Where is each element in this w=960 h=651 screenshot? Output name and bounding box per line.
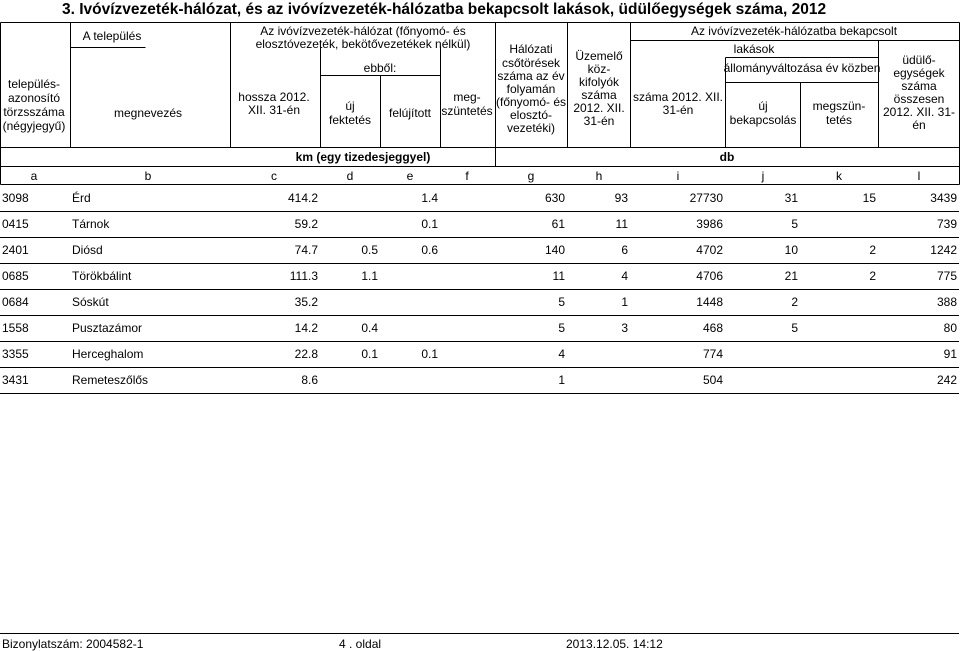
table-row bbox=[0, 341, 959, 367]
cell-c: 59.2 bbox=[230, 211, 320, 237]
cell-a: 0415 bbox=[0, 211, 70, 237]
cell-d: 0.1 bbox=[320, 341, 380, 367]
cell-h bbox=[567, 341, 630, 367]
cell-c: 35.2 bbox=[230, 289, 320, 315]
table-row bbox=[0, 263, 959, 289]
cell-i: 27730 bbox=[630, 185, 725, 211]
cell-e bbox=[380, 367, 440, 393]
header-uj-1: új bbox=[345, 99, 355, 113]
header-uj-2: fektetés bbox=[328, 113, 372, 127]
cell-l: 3439 bbox=[878, 185, 959, 211]
cell-f bbox=[440, 315, 495, 341]
cell-d: 0.5 bbox=[320, 237, 380, 263]
cell-l: 775 bbox=[878, 263, 959, 289]
page-title: 3. Ivóvízvezeték-hálózat, és az ivóvízvezeték-hálózatba bekapcsolt lakások, üdülőegységek száma, 2012 bbox=[62, 1, 827, 18]
cell-a: 3355 bbox=[0, 341, 70, 367]
cell-d bbox=[320, 367, 380, 393]
table-row bbox=[0, 237, 959, 263]
cell-c: 14.2 bbox=[230, 315, 320, 341]
header-megszuntetes2-2: tetés bbox=[825, 113, 853, 127]
cell-g: 11 bbox=[495, 263, 567, 289]
cell-c: 8.6 bbox=[230, 367, 320, 393]
cell-j bbox=[725, 341, 800, 367]
cell-g: 4 bbox=[495, 341, 567, 367]
table-row bbox=[0, 367, 959, 393]
header-csotores-6: elosztó- bbox=[509, 108, 553, 122]
cell-e bbox=[380, 263, 440, 289]
unit-km: km (egy tizedesjeggyel) bbox=[295, 150, 431, 164]
table-row bbox=[0, 185, 959, 211]
header-lakasok: lakások bbox=[733, 42, 775, 56]
cell-f bbox=[440, 263, 495, 289]
cell-g: 61 bbox=[495, 211, 567, 237]
header-csotores-3: száma az év bbox=[497, 69, 565, 83]
cell-e: 1.4 bbox=[380, 185, 440, 211]
header-lakas-szama-1: száma 2012. XII. bbox=[632, 90, 724, 104]
cell-k bbox=[800, 315, 878, 341]
header-udulo-6: én bbox=[912, 118, 926, 132]
header-hossza-2: XII. 31-én bbox=[247, 103, 301, 117]
cell-c: 22.8 bbox=[230, 341, 320, 367]
header-azonosito-1: település- bbox=[7, 77, 61, 91]
cell-e bbox=[380, 315, 440, 341]
header-kozkifolyo-6: 31-én bbox=[583, 114, 615, 128]
header-ebbol: ebből: bbox=[363, 61, 397, 75]
cell-f bbox=[440, 185, 495, 211]
header-azonosito-2: azonosító bbox=[7, 91, 61, 105]
header-udulo-3: száma bbox=[901, 79, 937, 93]
cell-a: 3098 bbox=[0, 185, 70, 211]
cell-c: 111.3 bbox=[230, 263, 320, 289]
cell-d bbox=[320, 289, 380, 315]
cell-d: 0.4 bbox=[320, 315, 380, 341]
header-kozkifolyo-3: kifolyók bbox=[578, 75, 620, 89]
cell-a: 0685 bbox=[0, 263, 70, 289]
cell-d: 1.1 bbox=[320, 263, 380, 289]
cell-h: 6 bbox=[567, 237, 630, 263]
cell-g: 140 bbox=[495, 237, 567, 263]
cell-b: Pusztazámor bbox=[70, 315, 230, 341]
unit-db: db bbox=[719, 150, 735, 164]
letter-k: k bbox=[836, 169, 842, 183]
cell-i: 774 bbox=[630, 341, 725, 367]
letter-h: h bbox=[595, 169, 603, 183]
header-uj-bekapcsolas-1: új bbox=[758, 99, 768, 113]
table-header bbox=[0, 22, 960, 190]
cell-l: 388 bbox=[878, 289, 959, 315]
letter-j: j bbox=[761, 169, 765, 183]
letter-i: i bbox=[676, 169, 680, 183]
cell-k bbox=[800, 367, 878, 393]
cell-k bbox=[800, 211, 878, 237]
header-megszuntetes2-1: megszün- bbox=[812, 99, 866, 113]
letter-b: b bbox=[144, 169, 152, 183]
footer-stat-number: Bizonylatszám: 2004582-1 bbox=[2, 637, 144, 651]
cell-l: 1242 bbox=[878, 237, 959, 263]
header-udulo-5: 2012. XII. 31- bbox=[882, 105, 956, 119]
cell-h bbox=[567, 367, 630, 393]
header-csotores-2: csőtörések bbox=[501, 56, 561, 70]
cell-k bbox=[800, 289, 878, 315]
cell-f bbox=[440, 289, 495, 315]
cell-h: 1 bbox=[567, 289, 630, 315]
header-hossza-1: hossza 2012. bbox=[238, 90, 310, 104]
letter-g: g bbox=[527, 169, 535, 183]
data-table bbox=[0, 185, 959, 394]
cell-h: 93 bbox=[567, 185, 630, 211]
cell-a: 3431 bbox=[0, 367, 70, 393]
letter-f: f bbox=[465, 169, 469, 183]
cell-l: 739 bbox=[878, 211, 959, 237]
header-csotores-7: vezetéki) bbox=[506, 121, 556, 135]
cell-a: 2401 bbox=[0, 237, 70, 263]
header-halozat-2: elosztóvezeték, bekötővezetékek nélkül) bbox=[255, 37, 471, 51]
header-udulo-4: összesen bbox=[893, 92, 945, 106]
header-udulo-2: egységek bbox=[893, 66, 945, 80]
cell-g: 630 bbox=[495, 185, 567, 211]
header-bekapcsolt: Az ivóvízvezeték-hálózatba bekapcsolt bbox=[690, 24, 898, 38]
cell-e bbox=[380, 289, 440, 315]
header-kozkifolyo-2: köz- bbox=[587, 62, 611, 76]
header-allomanyvaltozas: állományváltozása év közben bbox=[723, 61, 881, 75]
cell-i: 504 bbox=[630, 367, 725, 393]
cell-l: 80 bbox=[878, 315, 959, 341]
header-csotores-5: (főnyomó- és bbox=[495, 95, 567, 109]
cell-j bbox=[725, 367, 800, 393]
cell-l: 242 bbox=[878, 367, 959, 393]
header-megszuntetes-2: szüntetés bbox=[441, 104, 493, 118]
cell-b: Törökbálint bbox=[70, 263, 230, 289]
cell-j: 5 bbox=[725, 315, 800, 341]
table-row bbox=[0, 211, 959, 237]
cell-f bbox=[440, 211, 495, 237]
header-megszuntetes-1: meg- bbox=[453, 90, 481, 104]
cell-k: 2 bbox=[800, 263, 878, 289]
cell-k bbox=[800, 341, 878, 367]
cell-a: 1558 bbox=[0, 315, 70, 341]
header-udulo-1: üdülő- bbox=[902, 53, 936, 67]
cell-i: 4706 bbox=[630, 263, 725, 289]
header-azonosito-3: törzsszáma bbox=[3, 105, 65, 119]
cell-b: Herceghalom bbox=[70, 341, 230, 367]
letter-a: a bbox=[30, 169, 38, 183]
cell-b: Érd bbox=[70, 185, 230, 211]
footer-timestamp: 2013.12.05. 14:12 bbox=[566, 637, 663, 651]
cell-h: 3 bbox=[567, 315, 630, 341]
cell-b: Remeteszőlős bbox=[70, 367, 230, 393]
header-kozkifolyo-1: Üzemelő bbox=[575, 49, 623, 63]
letter-c: c bbox=[271, 169, 277, 183]
cell-f bbox=[440, 341, 495, 367]
cell-j: 5 bbox=[725, 211, 800, 237]
cell-k: 15 bbox=[800, 185, 878, 211]
cell-l: 91 bbox=[878, 341, 959, 367]
cell-i: 468 bbox=[630, 315, 725, 341]
cell-h: 11 bbox=[567, 211, 630, 237]
cell-g: 5 bbox=[495, 289, 567, 315]
cell-g: 5 bbox=[495, 315, 567, 341]
cell-c: 414.2 bbox=[230, 185, 320, 211]
header-halozat-1: Az ivóvízvezeték-hálózat (főnyomó- és bbox=[260, 24, 466, 38]
header-kozkifolyo-5: 2012. XII. bbox=[573, 101, 625, 115]
cell-c: 74.7 bbox=[230, 237, 320, 263]
header-csotores-1: Hálózati bbox=[509, 42, 553, 56]
header-felujitott: felújított bbox=[388, 106, 432, 120]
header-kozkifolyo-4: száma bbox=[581, 88, 617, 102]
cell-e: 0.6 bbox=[380, 237, 440, 263]
cell-g: 1 bbox=[495, 367, 567, 393]
letter-l: l bbox=[917, 169, 921, 183]
footer-rule bbox=[0, 633, 959, 634]
cell-b: Tárnok bbox=[70, 211, 230, 237]
cell-f bbox=[440, 367, 495, 393]
cell-d bbox=[320, 211, 380, 237]
header-lakas-szama-2: 31-én bbox=[662, 103, 694, 117]
cell-b: Diósd bbox=[70, 237, 230, 263]
cell-e: 0.1 bbox=[380, 341, 440, 367]
header-uj-bekapcsolas-2: bekapcsolás bbox=[729, 113, 797, 127]
header-megnevezes: megnevezés bbox=[113, 106, 183, 120]
cell-j: 21 bbox=[725, 263, 800, 289]
cell-e: 0.1 bbox=[380, 211, 440, 237]
cell-a: 0684 bbox=[0, 289, 70, 315]
footer-page: 4 . oldal bbox=[339, 637, 382, 651]
letter-e: e bbox=[406, 169, 414, 183]
letter-d: d bbox=[346, 169, 354, 183]
cell-j: 31 bbox=[725, 185, 800, 211]
header-a-telepules: A település bbox=[82, 29, 142, 43]
cell-k: 2 bbox=[800, 237, 878, 263]
table-row bbox=[0, 289, 959, 315]
cell-i: 3986 bbox=[630, 211, 725, 237]
cell-h: 4 bbox=[567, 263, 630, 289]
cell-d bbox=[320, 185, 380, 211]
table-row bbox=[0, 315, 959, 341]
cell-i: 1448 bbox=[630, 289, 725, 315]
header-csotores-4: folyamán bbox=[506, 82, 556, 96]
header-azonosito-4: (négyjegyű) bbox=[2, 119, 66, 133]
cell-j: 10 bbox=[725, 237, 800, 263]
cell-f bbox=[440, 237, 495, 263]
cell-j: 2 bbox=[725, 289, 800, 315]
cell-b: Sóskút bbox=[70, 289, 230, 315]
cell-i: 4702 bbox=[630, 237, 725, 263]
